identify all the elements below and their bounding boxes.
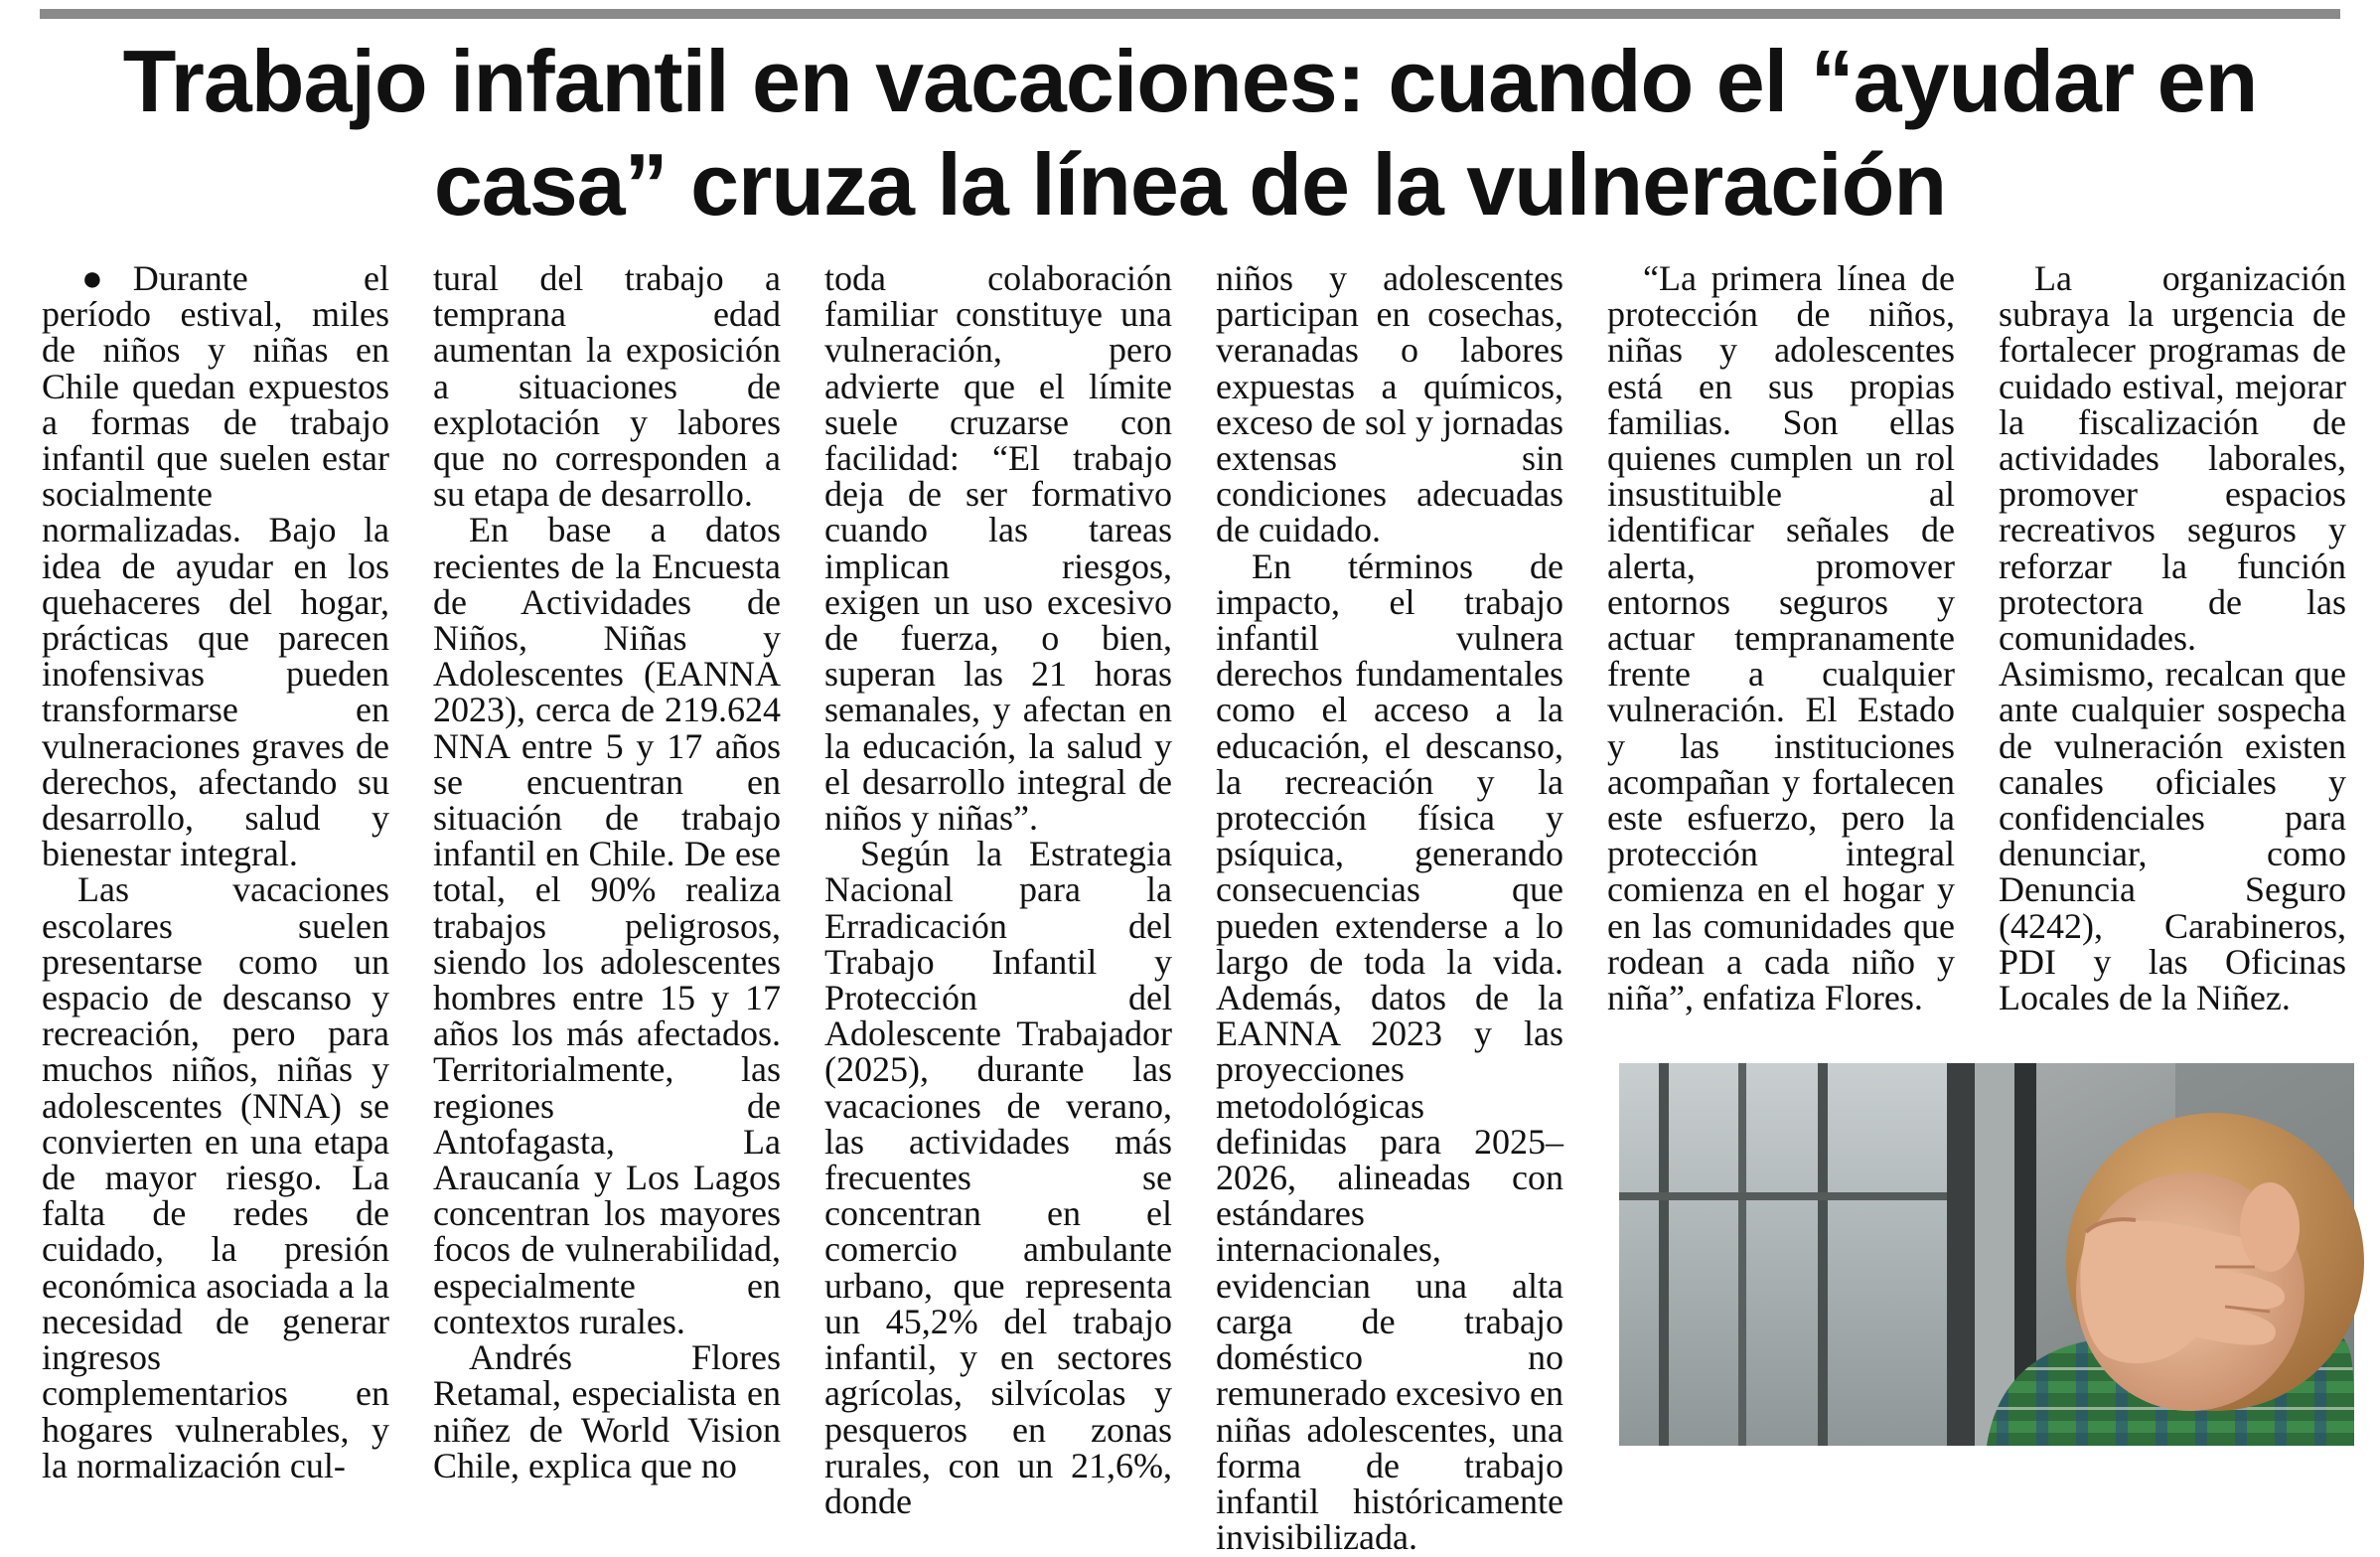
paragraph: niños y adolescentes participan en cosechas, veranadas o labores expuestas a químicos, exceso de sol y jornadas extensas sin condiciones adecuadas de cuidado. (1216, 258, 1563, 550)
paragraph: “La primera línea de protección de niños, niñas y adolescentes está en sus propias familias. Son ellas quienes cumplen un rol insustituible al identificar señales de alerta, promover entornos seguros y actuar tempranamente frente a cualquier vulneración. El Estado y las instituciones acompañan y fortalecen este esfuerzo, pero la protección integral comienza en el hogar y en las comunidades que rodean a cada niño y niña”, enfatiza Flores. (1607, 258, 1955, 1018)
article-column-4 (1216, 258, 1563, 1557)
paragraph: tural del trabajo a temprana edad aumentan la exposición a situaciones de explotación y labores que no corresponden a su etapa de desarrollo. (433, 258, 781, 515)
paragraph: toda colaboración familiar constituye una vulneración, pero advierte que el límite suele cruzarse con facilidad: “El trabajo deja de ser formativo cuando las tareas implican riesgos, exigen un uso excesivo de fuerza, o bien, superan las 21 horas semanales, y afectan en la educación, la salud y el desarrollo integral de niños y niñas”. (824, 258, 1172, 839)
article-column-2 (433, 258, 781, 1485)
top-rule (40, 9, 2340, 19)
paragraph: La organización subraya la urgencia de fortalecer programas de cuidado estival, mejorar la fiscalización de actividades laborales, promover espacios recreativos seguros y reforzar la función protectora de las comunidades. Asimismo, recalcan que ante cualquier sospecha de vulneración existen canales oficiales y confidenciales para denunciar, como Denuncia Seguro (4242), Carabineros, PDI y las Oficinas Locales de la Niñez. (1999, 258, 2346, 1018)
paragraph: En términos de impacto, el trabajo infantil vulnera derechos fundamentales como el acceso a la educación, el descanso, la recreación y la protección física y psíquica, generando consecuencias que pueden extenderse a lo largo de toda la vida. Además, datos de la EANNA 2023 y las proyecciones metodológicas definidas para 2025–2026, alineadas con estándares internacionales, evidencian una alta carga de trabajo doméstico no remunerado excesivo en niñas adolescentes, una forma de trabajo infantil históricamente invisibilizada. (1216, 545, 1563, 1557)
paragraph: ● Durante el período estival, miles de niños y niñas en Chile quedan expuestos a formas de trabajo infantil que suelen estar socialmente normalizadas. Bajo la idea de ayudar en los quehaceres del hogar, prácticas que parecen inofensivas pueden transformarse en vulneraciones graves de derechos, afectando su desarrollo, salud y bienestar integral. (42, 258, 389, 874)
paragraph: Según la Estrategia Nacional para la Erradicación del Trabajo Infantil y Protección del Adolescente Trabajador (2025), durante las vacaciones de verano, las actividades más frecuentes se concentran en el comercio ambulante urbano, que representa un 45,2% del trabajo infantil, y en sectores agrícolas, silvícolas y pesqueros en zonas rurales, con un 21,6%, donde (824, 834, 1172, 1521)
headline-line-2: casa” cruza la línea de la vulneración (433, 135, 1947, 234)
article-column-3 (824, 258, 1172, 1521)
paragraph: En base a datos recientes de la Encuesta de Actividades de Niños, Niñas y Adolescentes (EANNA 2023), cerca de 219.624 NNA entre 5 y 17 años se encuentran en situación de trabajo infantil en Chile. De ese total, el 90% realiza trabajos peligrosos, siendo los adolescentes hombres entre 15 y 17 años los más afectados. Territorialmente, las regiones de Antofagasta, La Araucanía y Los Lagos concentran los mayores focos de vulnerabilidad, especialmente en contextos rurales. (433, 510, 781, 1341)
paragraph: Las vacaciones escolares suelen presentarse como un espacio de descanso y recreación, pero para muchos niños, niñas y adolescentes (NNA) se convierten en una etapa de mayor riesgo. La falta de redes de cuidado, la presión económica asociada a la necesidad de generar ingresos complementarios en hogares vulnerables, y la normalización cul- (42, 869, 389, 1485)
paragraph: Andrés Flores Retamal, especialista en niñez de World Vision Chile, explica que no (433, 1337, 781, 1485)
headline (40, 30, 2340, 236)
child-covering-face-photo (1619, 1063, 2354, 1446)
headline-line-1: Trabajo infantil en vacaciones: cuando el “ayudar en (122, 32, 2258, 130)
article-column-1 (42, 258, 389, 1485)
bullet-icon: ● (81, 258, 103, 298)
